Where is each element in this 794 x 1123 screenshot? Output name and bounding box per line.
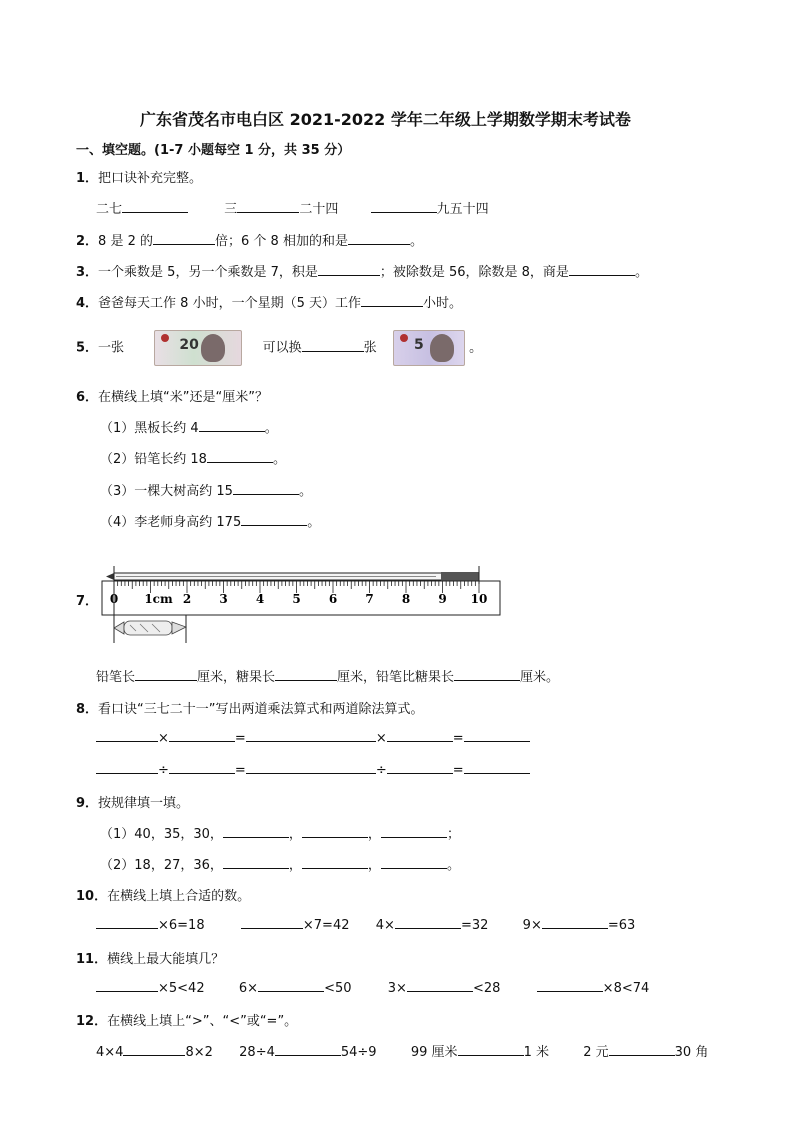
expression: 54÷9 xyxy=(340,1045,377,1060)
answer-blank[interactable] xyxy=(348,232,410,245)
answer-blank[interactable] xyxy=(609,1043,675,1056)
sequence-text: （2）18，27，36， xyxy=(100,858,223,873)
portrait-icon xyxy=(201,334,225,362)
banknote-5-image xyxy=(393,330,465,366)
question-9 xyxy=(76,792,189,811)
expression: 4×4 xyxy=(96,1045,124,1060)
candy-image xyxy=(114,621,186,635)
expression: 2 元 xyxy=(583,1045,609,1060)
answer-blank[interactable] xyxy=(275,668,337,681)
answer-blank[interactable] xyxy=(223,825,289,838)
op: = xyxy=(234,731,246,746)
answer-blank[interactable] xyxy=(381,856,447,869)
q1-item-c: 九五十四 xyxy=(436,202,489,217)
question-number: 4． xyxy=(76,296,99,311)
section-heading: 一、填空题。(1-7 小题每空 1 分，共 35 分） xyxy=(76,143,351,158)
op: = xyxy=(452,731,464,746)
question-text: 。 xyxy=(409,234,423,249)
expression: <50 xyxy=(324,981,352,996)
q7-answers xyxy=(96,666,559,685)
question-number: 11． xyxy=(76,952,108,967)
question-text: 按规律填一填。 xyxy=(98,796,190,811)
question-number: 9． xyxy=(76,796,99,811)
q6-item-text: （3）一棵大树高约 15 xyxy=(100,484,233,499)
ruler-tick-label: 4 xyxy=(255,592,265,606)
question-number: 2． xyxy=(76,234,99,249)
punct: ， xyxy=(288,827,302,842)
answer-blank[interactable] xyxy=(246,761,376,774)
expression: 9× xyxy=(522,918,542,933)
answer-blank[interactable] xyxy=(458,1043,524,1056)
expression: 3× xyxy=(387,981,407,996)
ruler-tick-label: 5 xyxy=(292,592,301,606)
ruler-tick-label: 0 xyxy=(109,592,119,606)
q8-row-1 xyxy=(96,729,530,746)
answer-blank[interactable] xyxy=(454,668,520,681)
ruler-tick-label: 3 xyxy=(219,592,228,606)
answer-blank[interactable] xyxy=(537,979,603,992)
answer-blank[interactable] xyxy=(318,263,380,276)
q6-item-text: （2）铅笔长约 18 xyxy=(100,452,207,467)
expression: 99 厘米 xyxy=(410,1045,458,1060)
question-number: 3． xyxy=(76,265,99,280)
question-3 xyxy=(76,261,648,280)
question-number: 10． xyxy=(76,889,108,904)
question-number: 12． xyxy=(76,1014,108,1029)
answer-blank[interactable] xyxy=(153,232,215,245)
expression: ×7=42 xyxy=(302,918,350,933)
answer-blank[interactable] xyxy=(258,979,324,992)
op: = xyxy=(452,763,464,778)
expression: ×6=18 xyxy=(158,918,205,933)
q11-row xyxy=(96,979,649,996)
question-text: 在横线上填上“>”、“<”或“=”。 xyxy=(107,1014,298,1029)
answer-blank[interactable] xyxy=(246,729,376,742)
ruler-tick-label: 8 xyxy=(401,592,411,606)
question-text: 横线上最大能填几？ xyxy=(107,952,225,967)
question-1 xyxy=(76,167,202,186)
punct: 。 xyxy=(446,858,460,873)
question-text: 把口诀补充完整。 xyxy=(98,171,203,186)
q6-item xyxy=(100,511,320,530)
question-text: 在横线上填上合适的数。 xyxy=(107,889,251,904)
question-number: 5． xyxy=(76,340,99,356)
expression: 4× xyxy=(375,918,395,933)
ruler-tick-label: 10 xyxy=(470,592,488,606)
question-text: 在横线上填“米”还是“厘米”？ xyxy=(98,390,268,405)
question-text: 一张 xyxy=(98,340,125,356)
question-number: 8． xyxy=(76,702,99,717)
question-text: 厘米，糖果长 xyxy=(197,670,276,685)
op: × xyxy=(158,731,169,746)
ruler-tick-label: 6 xyxy=(328,592,338,606)
answer-blank[interactable] xyxy=(381,825,447,838)
question-10 xyxy=(76,885,250,904)
op: × xyxy=(375,731,387,746)
portrait-icon xyxy=(430,334,454,362)
answer-blank[interactable] xyxy=(407,979,473,992)
question-text: 铅笔长 xyxy=(96,670,136,685)
answer-blank[interactable] xyxy=(569,263,635,276)
question-number: 1． xyxy=(76,171,99,186)
question-text: 厘米。 xyxy=(520,670,560,685)
answer-blank[interactable] xyxy=(96,729,158,742)
punct: 。 xyxy=(272,452,286,467)
q6-item xyxy=(100,448,286,467)
q8-row-2 xyxy=(96,761,530,778)
ruler-tick-label: 1cm xyxy=(144,592,173,606)
answer-blank[interactable] xyxy=(395,916,461,929)
q1-item-b2: 二十四 xyxy=(299,202,339,217)
banknote-value: 20 xyxy=(179,337,199,353)
expression: 6× xyxy=(238,981,259,996)
q1-blanks xyxy=(96,198,489,217)
answer-blank[interactable] xyxy=(542,916,608,929)
answer-blank[interactable] xyxy=(371,200,437,213)
banknote-20-image xyxy=(154,330,242,366)
pencil-image xyxy=(106,572,479,581)
expression: 28÷4 xyxy=(239,1045,275,1060)
question-text: ；被除数是 56，除数是 8，商是 xyxy=(379,265,569,280)
question-6 xyxy=(76,386,268,405)
question-text: 8 是 2 的 xyxy=(98,234,153,249)
op: = xyxy=(234,763,246,778)
punct: 。 xyxy=(298,484,312,499)
q6-item xyxy=(100,480,312,499)
question-7 xyxy=(76,590,98,609)
answer-blank[interactable] xyxy=(237,200,299,213)
question-5 xyxy=(76,330,482,366)
ruler-tick-label: 9 xyxy=(438,592,447,606)
sequence-text: （1）40，35，30， xyxy=(100,827,223,842)
answer-blank[interactable] xyxy=(135,668,197,681)
q12-row xyxy=(96,1041,708,1060)
expression: ×8<74 xyxy=(602,981,650,996)
op: ÷ xyxy=(375,763,387,778)
question-text: 小时。 xyxy=(423,296,463,311)
answer-blank[interactable] xyxy=(169,729,235,742)
answer-blank[interactable] xyxy=(464,729,530,742)
seal-icon xyxy=(400,334,408,342)
banknote-value: 5 xyxy=(413,337,424,353)
punct: ， xyxy=(367,827,381,842)
answer-blank[interactable] xyxy=(387,729,453,742)
expression: =63 xyxy=(607,918,636,933)
q9-row-2 xyxy=(100,854,460,873)
question-2 xyxy=(76,230,423,249)
q6-item xyxy=(100,417,278,436)
answer-blank[interactable] xyxy=(302,825,368,838)
answer-blank[interactable] xyxy=(361,294,423,307)
q10-row xyxy=(96,916,635,933)
answer-blank[interactable] xyxy=(464,761,530,774)
ruler-tick-label: 7 xyxy=(365,592,374,606)
q1-item-b: 三 xyxy=(224,202,238,217)
answer-blank[interactable] xyxy=(302,856,368,869)
answer-blank[interactable] xyxy=(199,419,265,432)
question-text: 一个乘数是 5，另一个乘数是 7，积是 xyxy=(98,265,318,280)
question-text: 。 xyxy=(634,265,648,280)
q6-item-text: （4）李老师身高约 175 xyxy=(100,515,242,530)
answer-blank[interactable] xyxy=(233,482,299,495)
answer-blank[interactable] xyxy=(302,339,364,352)
question-number: 7． xyxy=(76,594,99,609)
q9-row-1 xyxy=(100,823,460,842)
question-11 xyxy=(76,948,224,967)
expression: 8×2 xyxy=(185,1045,213,1060)
q1-item-a: 二七 xyxy=(96,202,123,217)
answer-blank[interactable] xyxy=(96,979,158,992)
expression: 30 角 xyxy=(674,1045,709,1060)
answer-blank[interactable] xyxy=(122,200,188,213)
question-text: 张 xyxy=(363,340,377,356)
answer-blank[interactable] xyxy=(275,1043,341,1056)
answer-blank[interactable] xyxy=(96,761,158,774)
question-12 xyxy=(76,1010,297,1029)
question-4 xyxy=(76,292,462,311)
question-text: 看口诀“三七二十一”写出两道乘法算式和两道除法算式。 xyxy=(98,702,424,717)
punct: ， xyxy=(288,858,302,873)
expression: 1 米 xyxy=(523,1045,549,1060)
answer-blank[interactable] xyxy=(223,856,289,869)
question-text: 。 xyxy=(469,340,483,356)
question-text: 爸爸每天工作 8 小时，一个星期（5 天）工作 xyxy=(98,296,361,311)
punct: ， xyxy=(367,858,381,873)
expression: =32 xyxy=(460,918,489,933)
answer-blank[interactable] xyxy=(123,1043,185,1056)
punct: 。 xyxy=(307,515,321,530)
expression: <28 xyxy=(472,981,501,996)
question-8 xyxy=(76,698,424,717)
ruler-figure xyxy=(96,548,506,648)
punct: 。 xyxy=(264,421,278,436)
answer-blank[interactable] xyxy=(96,916,158,929)
question-text: 厘米，铅笔比糖果长 xyxy=(337,670,455,685)
punct: ； xyxy=(446,827,460,842)
answer-blank[interactable] xyxy=(387,761,453,774)
question-text: 可以换 xyxy=(262,340,302,356)
seal-icon xyxy=(161,334,169,342)
question-text: 倍；6 个 8 相加的和是 xyxy=(215,234,348,249)
q6-item-text: （1）黑板长约 4 xyxy=(100,421,199,436)
expression: ×5<42 xyxy=(158,981,205,996)
answer-blank[interactable] xyxy=(207,450,273,463)
page-title: 广东省茂名市电白区 2021-2022 学年二年级上学期数学期末考试卷 xyxy=(140,110,631,129)
answer-blank[interactable] xyxy=(241,916,303,929)
ruler-tick-label: 2 xyxy=(182,592,192,606)
answer-blank[interactable] xyxy=(169,761,235,774)
question-number: 6． xyxy=(76,390,99,405)
op: ÷ xyxy=(158,763,169,778)
answer-blank[interactable] xyxy=(241,513,307,526)
